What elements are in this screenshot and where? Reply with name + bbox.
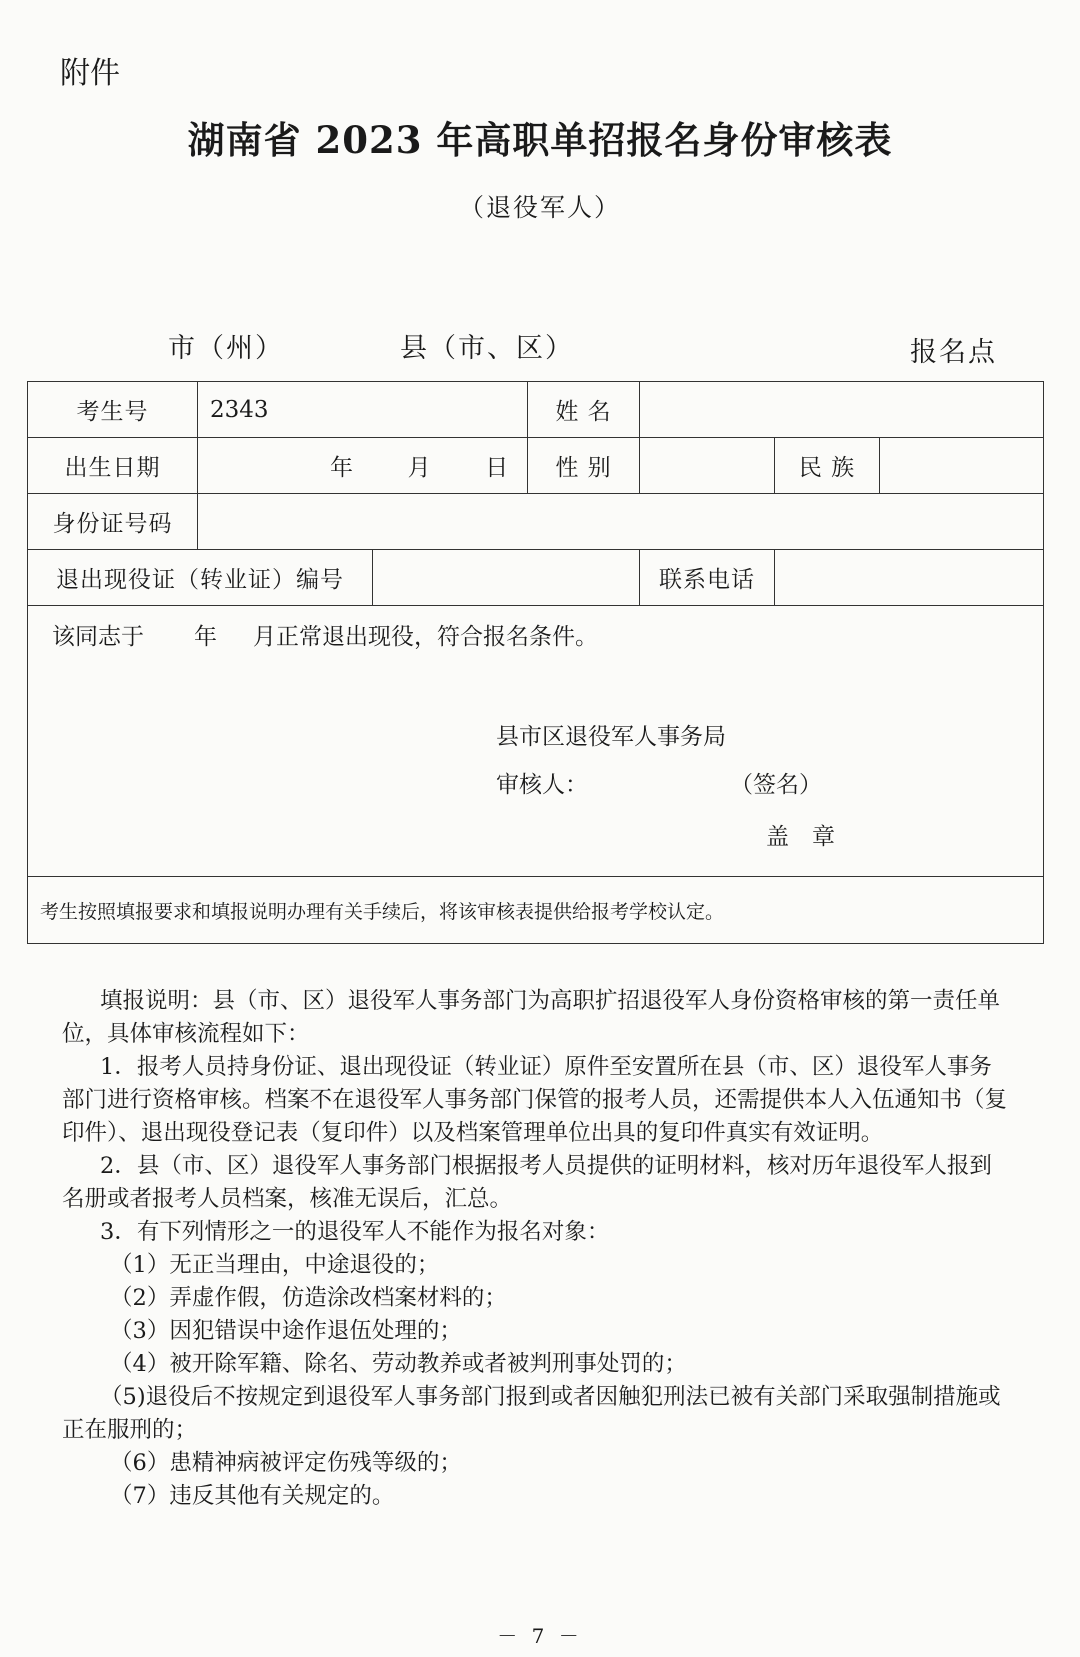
gender-label: 性 别 xyxy=(528,438,640,494)
birth-day-label: 日 xyxy=(485,455,509,481)
exclusion-item-2: （2）弄虚作假，仿造涂改档案材料的； xyxy=(110,1285,507,1311)
site-label: 报名点 xyxy=(910,337,997,368)
bureau-name: 县市区退役军人事务局 xyxy=(496,724,726,750)
birth-month-label: 月 xyxy=(407,455,431,481)
instruction-item-1: 1．报考人员持身份证、退出现役证（转业证）原件至安置所在县（市、区）退役军人事务部门进行资格审核。档案不在退役军人事务部门保管的报考人员，还需提供本人入伍通知书（复印件）、退出现役登记表（复印件）以及档案管理单位出具的复印件真实有效证明。 xyxy=(62,1054,1008,1146)
exclusion-item-6: （6）患精神病被评定伤残等级的； xyxy=(110,1450,462,1476)
gender-field[interactable] xyxy=(640,438,775,494)
birth-date-field[interactable] xyxy=(198,438,528,494)
city-label: 市（州） xyxy=(168,333,284,364)
reviewer-label: 审核人： xyxy=(496,772,588,798)
phone-label: 联系电话 xyxy=(640,550,775,606)
cert-statement-suffix: 月正常退出现役，符合报名条件。 xyxy=(253,624,598,650)
footer-note: 考生按照填报要求和填报说明办理有关手续后，将该审核表提供给报考学校认定。 xyxy=(28,877,1044,944)
exam-no-field[interactable]: 2343 xyxy=(198,382,528,438)
form-subtitle: （退役军人） xyxy=(458,193,621,222)
form-title: 湖南省 2023 年高职单招报名身份审核表 xyxy=(187,118,893,162)
exclusion-item-4: （4）被开除军籍、除名、劳动教养或者被判刑事处罚的； xyxy=(110,1351,687,1377)
review-form-table xyxy=(27,381,1044,944)
instructions-intro: 填报说明：县（市、区）退役军人事务部门为高职扩招退役军人身份资格审核的第一责任单位，具体审核流程如下： xyxy=(62,988,1001,1047)
name-label: 姓 名 xyxy=(528,382,640,438)
attachment-label: 附件 xyxy=(60,56,120,91)
signature-label: （签名） xyxy=(730,772,822,798)
ethnicity-label: 民 族 xyxy=(775,438,880,494)
exclusion-item-5: （5)退役后不按规定到退役军人事务部门报到或者因触犯刑法已被有关部门采取强制措施或正在服刑的； xyxy=(62,1384,1001,1443)
discharge-cert-field[interactable] xyxy=(373,550,640,606)
page-number: － 7 － xyxy=(497,1624,583,1648)
phone-field[interactable] xyxy=(775,550,1044,606)
id-number-label: 身份证号码 xyxy=(28,494,198,550)
exclusion-item-1: （1）无正当理由，中途退役的； xyxy=(110,1252,440,1278)
cert-statement-year: 年 xyxy=(194,624,217,650)
cert-statement xyxy=(52,618,598,651)
cert-statement-prefix: 该同志于 xyxy=(52,624,144,650)
instruction-item-2: 2．县（市、区）退役军人事务部门根据报考人员提供的证明材料，核对历年退役军人报到名册或者报考人员档案，核准无误后，汇总。 xyxy=(62,1153,992,1212)
birth-year-label: 年 xyxy=(330,455,353,481)
id-number-field[interactable] xyxy=(198,494,1044,550)
exam-no-label: 考生号 xyxy=(28,382,198,438)
exclusion-item-7: （7）违反其他有关规定的。 xyxy=(110,1483,395,1509)
ethnicity-field[interactable] xyxy=(880,438,1044,494)
instructions-section xyxy=(62,985,1008,1513)
name-field[interactable] xyxy=(640,382,1044,438)
seal-label: 盖 章 xyxy=(766,824,835,850)
county-label: 县（市、区） xyxy=(400,333,574,364)
certification-cell xyxy=(28,606,1044,877)
exclusion-item-3: （3）因犯错误中途作退伍处理的； xyxy=(110,1318,462,1344)
discharge-cert-label: 退出现役证（转业证）编号 xyxy=(28,550,373,606)
instruction-item-3: 3．有下列情形之一的退役军人不能作为报名对象： xyxy=(100,1219,610,1245)
birth-date-label: 出生日期 xyxy=(28,438,198,494)
